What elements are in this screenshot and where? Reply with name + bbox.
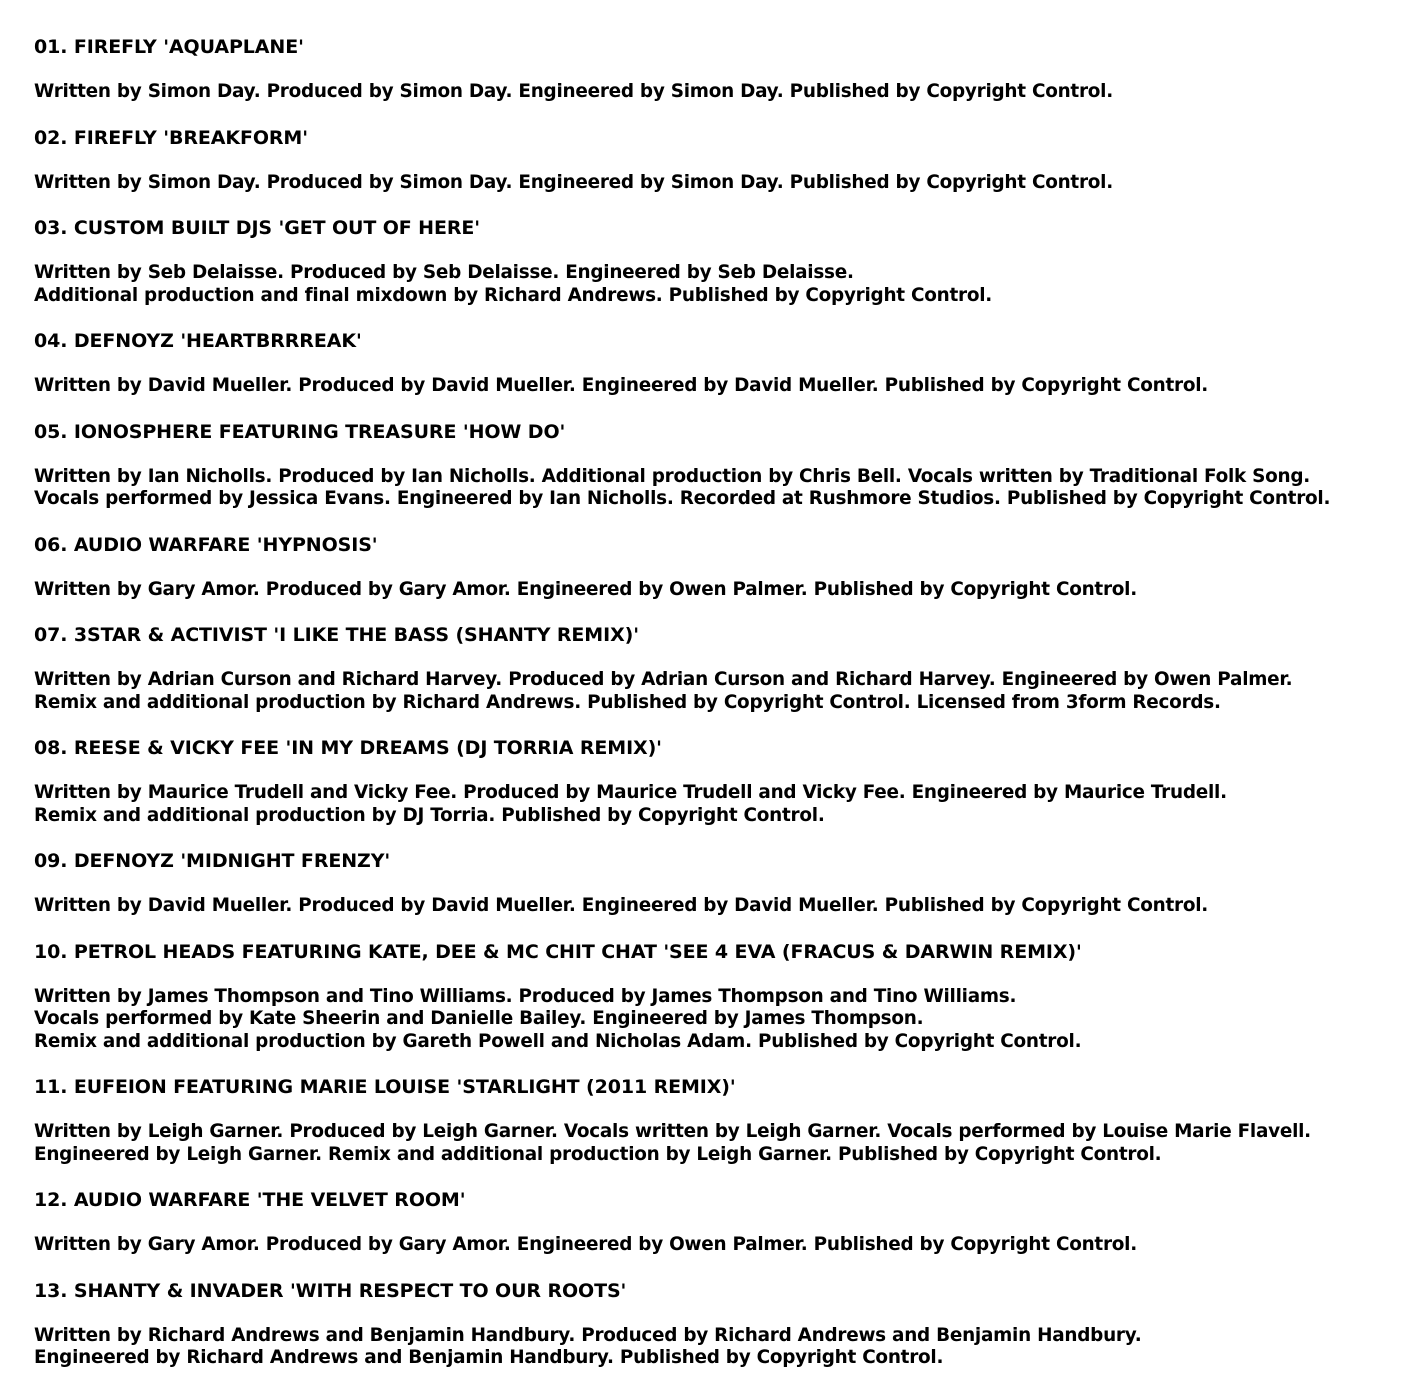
credit-line: Written by Seb Delaisse. Produced by Seb Delaisse. Engineered by Seb Delaisse. [34, 262, 854, 283]
track-credit-text [34, 172, 1391, 195]
track-credit-text [34, 262, 1391, 307]
credit-line: Vocals performed by Kate Sheerin and Danielle Bailey. Engineered by James Thompson. [34, 1008, 924, 1029]
track-title: 06. AUDIO WARFARE 'HYPNOSIS' [34, 533, 378, 556]
credit-line: Written by Simon Day. Produced by Simon Day. Engineered by Simon Day. Published by Copyright Control. [34, 81, 1113, 102]
track-credit-text [34, 81, 1391, 104]
track-credit-text [34, 1121, 1391, 1166]
track-credit-text [34, 1234, 1391, 1257]
track-title: 02. FIREFLY 'BREAKFORM' [34, 126, 308, 149]
track-credit [34, 941, 1391, 1054]
track-credit-text [34, 895, 1391, 918]
credit-line: Written by David Mueller. Produced by David Mueller. Engineered by David Mueller. Published by Copyright Control. [34, 895, 1208, 916]
track-credit [34, 217, 1391, 307]
credit-line: Written by Adrian Curson and Richard Harvey. Produced by Adrian Curson and Richard Harvey. Engineered by Owen Palmer. [34, 669, 1293, 690]
track-credit-text [34, 466, 1391, 511]
track-title: 13. SHANTY & INVADER 'WITH RESPECT TO OUR ROOTS' [34, 1279, 627, 1302]
credit-line: Written by David Mueller. Produced by David Mueller. Engineered by David Mueller. Published by Copyright Control. [34, 375, 1208, 396]
track-credit-text [34, 669, 1391, 714]
credit-line: Remix and additional production by Richard Andrews. Published by Copyright Control. Licensed from 3form Records. [34, 691, 1221, 713]
credit-line: Vocals performed by Jessica Evans. Engineered by Ian Nicholls. Recorded at Rushmore Studios. Published by Copyright Control. [34, 488, 1331, 509]
track-credit [34, 850, 1391, 918]
track-credit-text [34, 782, 1391, 827]
track-title: 03. CUSTOM BUILT DJS 'GET OUT OF HERE' [34, 217, 480, 239]
track-title: 11. EUFEION FEATURING MARIE LOUISE 'STARLIGHT (2011 REMIX)' [34, 1076, 736, 1098]
credit-line: Additional production and final mixdown by Richard Andrews. Published by Copyright Control. [34, 284, 993, 306]
track-credit [34, 330, 1391, 398]
credit-line: Written by Maurice Trudell and Vicky Fee. Produced by Maurice Trudell and Vicky Fee. Engineered by Maurice Trudell. [34, 782, 1227, 803]
track-credit-text [34, 1325, 1391, 1370]
track-credit [34, 1076, 1391, 1166]
credit-line: Written by Gary Amor. Produced by Gary Amor. Engineered by Owen Palmer. Published by Copyright Control. [34, 578, 1137, 600]
track-title: 10. PETROL HEADS FEATURING KATE, DEE & MC CHIT CHAT 'SEE 4 EVA (FRACUS & DARWIN REMIX)' [34, 940, 1082, 963]
track-credit-text [34, 579, 1391, 602]
credit-line: Engineered by Leigh Garner. Remix and additional production by Leigh Garner. Published by Copyright Control. [34, 1143, 1162, 1165]
credit-line: Written by Gary Amor. Produced by Gary Amor. Engineered by Owen Palmer. Published by Copyright Control. [34, 1234, 1137, 1255]
credit-line: Written by Simon Day. Produced by Simon Day. Engineered by Simon Day. Published by Copyright Control. [34, 171, 1113, 193]
credit-line: Written by Richard Andrews and Benjamin Handbury. Produced by Richard Andrews and Benjamin Handbury. [34, 1324, 1142, 1346]
track-credit [34, 534, 1391, 602]
track-credit-text [34, 375, 1391, 398]
track-title: 08. REESE & VICKY FEE 'IN MY DREAMS (DJ TORRIA REMIX)' [34, 737, 662, 759]
track-title: 05. IONOSPHERE FEATURING TREASURE 'HOW DO' [34, 420, 566, 443]
track-credit [34, 1189, 1391, 1257]
track-title: 04. DEFNOYZ 'HEARTBRRREAK' [34, 330, 362, 352]
track-title: 09. DEFNOYZ 'MIDNIGHT FRENZY' [34, 850, 391, 872]
track-credit [34, 421, 1391, 511]
credit-line: Written by Ian Nicholls. Produced by Ian Nicholls. Additional production by Chris Bell. Vocals written by Traditional Folk Song. [34, 465, 1311, 487]
track-credit [34, 624, 1391, 714]
credit-line: Remix and additional production by DJ Torria. Published by Copyright Control. [34, 804, 825, 826]
track-credit-text [34, 986, 1391, 1054]
track-credit [34, 737, 1391, 827]
credit-line: Written by James Thompson and Tino Williams. Produced by James Thompson and Tino Williams. [34, 985, 1017, 1007]
track-credit [34, 36, 1391, 104]
track-credit [34, 1280, 1391, 1370]
track-title: 07. 3STAR & ACTIVIST 'I LIKE THE BASS (SHANTY REMIX)' [34, 624, 639, 646]
track-title: 01. FIREFLY 'AQUAPLANE' [34, 36, 304, 58]
credit-line: Remix and additional production by Gareth Powell and Nicholas Adam. Published by Copyright Control. [34, 1030, 1082, 1052]
track-credit [34, 127, 1391, 195]
credit-line: Engineered by Richard Andrews and Benjamin Handbury. Published by Copyright Control. [34, 1347, 944, 1368]
track-title: 12. AUDIO WARFARE 'THE VELVET ROOM' [34, 1189, 466, 1211]
credit-line: Written by Leigh Garner. Produced by Leigh Garner. Vocals written by Leigh Garner. Vocals performed by Louise Marie Flavell. [34, 1121, 1311, 1142]
